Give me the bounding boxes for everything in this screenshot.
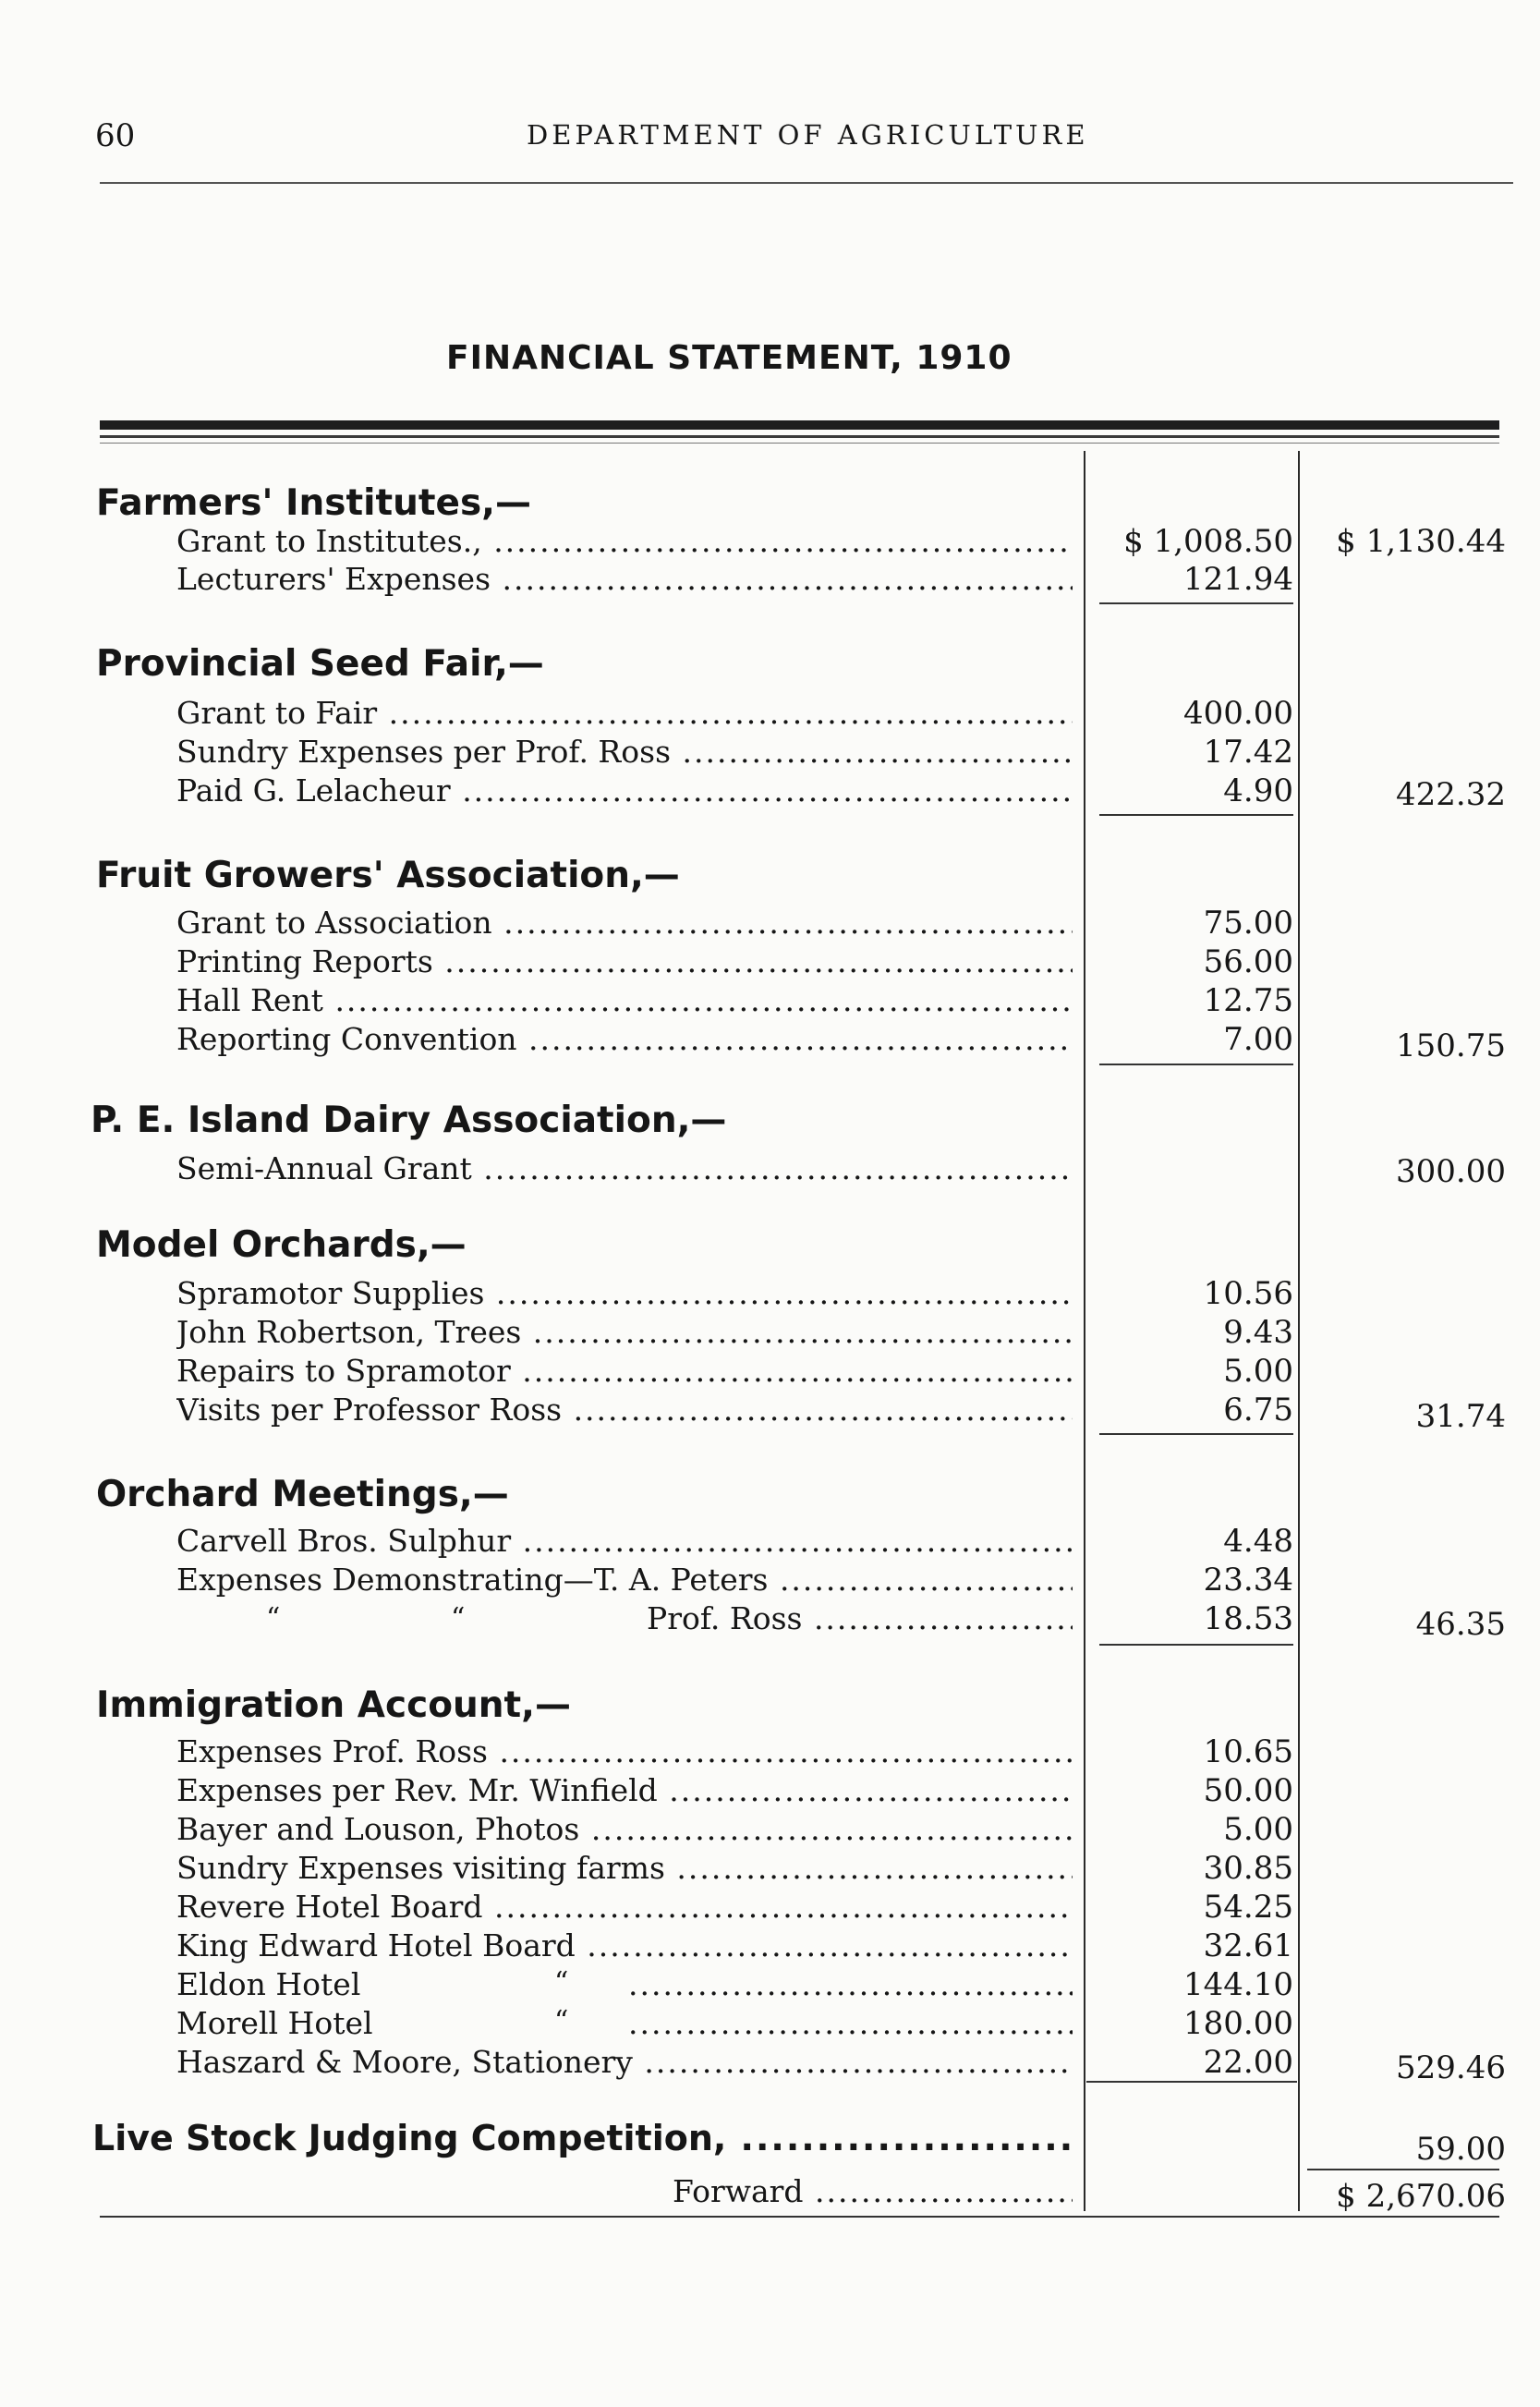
item-label: Revere Hotel Board ..... [176, 1889, 1073, 1925]
item-amount: 17.42 [1203, 734, 1293, 771]
ditto-mark: “ [554, 1966, 569, 1999]
section-heading: Fruit Growers' Association,— [96, 855, 680, 896]
item-amount: 30.85 [1203, 1850, 1293, 1887]
item-amount: 75.00 [1203, 905, 1293, 942]
item-amount: 32.61 [1203, 1927, 1293, 1964]
item-label: Bayer and Louson, Photos ..... [176, 1811, 1073, 1847]
item-label: Grant to Fair ..... [176, 695, 1073, 731]
item-label: Eldon Hotel [176, 1966, 361, 2002]
subtotal-rule [1086, 2081, 1297, 2083]
item-label: Expenses per Rev. Mr. Winfield ..... [176, 1772, 1073, 1808]
bottom-rule [100, 2216, 1499, 2218]
item-label: Sundry Expenses visiting farms ..... [176, 1850, 1073, 1886]
statement-title: FINANCIAL STATEMENT, 1910 [446, 339, 1013, 377]
item-amount: 4.90 [1223, 772, 1293, 809]
item-label: Grant to Institutes., ..... [176, 523, 1073, 559]
item-label: Semi-Annual Grant ..... [176, 1150, 1073, 1186]
section-heading: Provincial Seed Fair,— [96, 643, 544, 685]
subtotal-rule [1099, 1064, 1293, 1065]
section-total: 300.00 [1396, 1153, 1506, 1190]
item-amount: 5.00 [1223, 1811, 1293, 1848]
subtotal-rule [1099, 1644, 1293, 1646]
item-label: Paid G. Lelacheur ..... [176, 772, 1073, 808]
subtotal-rule [1099, 1433, 1293, 1435]
item-amount: 180.00 [1183, 2005, 1293, 2042]
item-amount: 121.94 [1183, 561, 1293, 598]
item-amount: 5.00 [1223, 1353, 1293, 1390]
item-label: Visits per Professor Ross ..... [176, 1392, 1073, 1428]
item-label: Sundry Expenses per Prof. Ross ..... [176, 734, 1073, 770]
item-label: Reporting Convention ..... [176, 1021, 1073, 1057]
ditto-mark: “ [554, 2005, 569, 2037]
item-amount: 10.65 [1203, 1733, 1293, 1770]
section-total: $ 1,130.44 [1336, 523, 1506, 560]
item-amount: 18.53 [1203, 1600, 1293, 1637]
item-amount: 7.00 [1223, 1021, 1293, 1058]
item-amount: 50.00 [1203, 1772, 1293, 1809]
item-label: Expenses Prof. Ross ..... [176, 1733, 1073, 1769]
item-label: King Edward Hotel Board ..... [176, 1927, 1073, 1963]
ditto-mark: “ [266, 1602, 281, 1635]
item-amount: 400.00 [1183, 695, 1293, 732]
title-rule-thick [100, 420, 1499, 430]
section-heading: Immigration Account,— [96, 1684, 571, 1726]
section-total: 529.46 [1396, 2049, 1506, 2086]
section-total: 31.74 [1415, 1398, 1506, 1435]
ditto-mark: “ [451, 1602, 466, 1635]
item-amount: 9.43 [1223, 1314, 1293, 1351]
column-rule-right [1298, 451, 1300, 2211]
item-label-leader [628, 1966, 1073, 2002]
forward-label: Forward ..... [673, 2173, 1073, 2209]
item-label: Carvell Bros. Sulphur ..... [176, 1523, 1073, 1559]
section-total: 150.75 [1396, 1027, 1506, 1064]
item-label: Prof. Ross ..... [647, 1600, 1073, 1636]
section-heading: Live Stock Judging Competition, ..... [92, 2118, 1073, 2158]
total-rule [1307, 2169, 1499, 2170]
item-label: Spramotor Supplies ..... [176, 1275, 1073, 1311]
item-amount: 144.10 [1183, 1966, 1293, 2003]
item-label: Lecturers' Expenses ..... [176, 561, 1073, 597]
section-heading: Farmers' Institutes,— [96, 482, 531, 524]
subtotal-rule [1099, 814, 1293, 816]
section-heading: Orchard Meetings,— [96, 1474, 509, 1515]
title-rule-thin [100, 443, 1499, 444]
item-label: Expenses Demonstrating—T. A. Peters ..... [176, 1562, 1073, 1598]
item-amount: $ 1,008.50 [1123, 523, 1293, 560]
item-amount: 4.48 [1223, 1523, 1293, 1560]
item-amount: 22.00 [1203, 2044, 1293, 2081]
section-total: 59.00 [1415, 2131, 1506, 2168]
item-amount: 23.34 [1203, 1562, 1293, 1599]
title-rule-medium [100, 435, 1499, 438]
item-amount: 12.75 [1203, 982, 1293, 1019]
running-head: DEPARTMENT OF AGRICULTURE [527, 119, 1089, 151]
item-amount: 10.56 [1203, 1275, 1293, 1312]
item-label: Printing Reports ..... [176, 943, 1073, 979]
section-total: 46.35 [1415, 1606, 1506, 1643]
section-heading: Model Orchards,— [96, 1224, 467, 1266]
item-amount: 56.00 [1203, 943, 1293, 980]
item-label: Repairs to Spramotor ..... [176, 1353, 1073, 1389]
header-rule [100, 182, 1513, 184]
subtotal-rule [1099, 602, 1293, 604]
item-label: Haszard & Moore, Stationery ..... [176, 2044, 1073, 2080]
item-label: Morell Hotel [176, 2005, 373, 2041]
section-heading: P. E. Island Dairy Association,— [91, 1100, 727, 1141]
item-label: Grant to Association ..... [176, 905, 1073, 941]
item-amount: 54.25 [1203, 1889, 1293, 1926]
page-number: 60 [95, 117, 136, 154]
column-rule-left [1084, 451, 1085, 2211]
item-label: John Robertson, Trees ..... [176, 1314, 1073, 1350]
section-total: 422.32 [1396, 776, 1506, 813]
forward-total: $ 2,670.06 [1336, 2178, 1506, 2215]
item-amount: 6.75 [1223, 1392, 1293, 1428]
item-label: Hall Rent ..... [176, 982, 1073, 1018]
item-label-leader [628, 2005, 1073, 2041]
